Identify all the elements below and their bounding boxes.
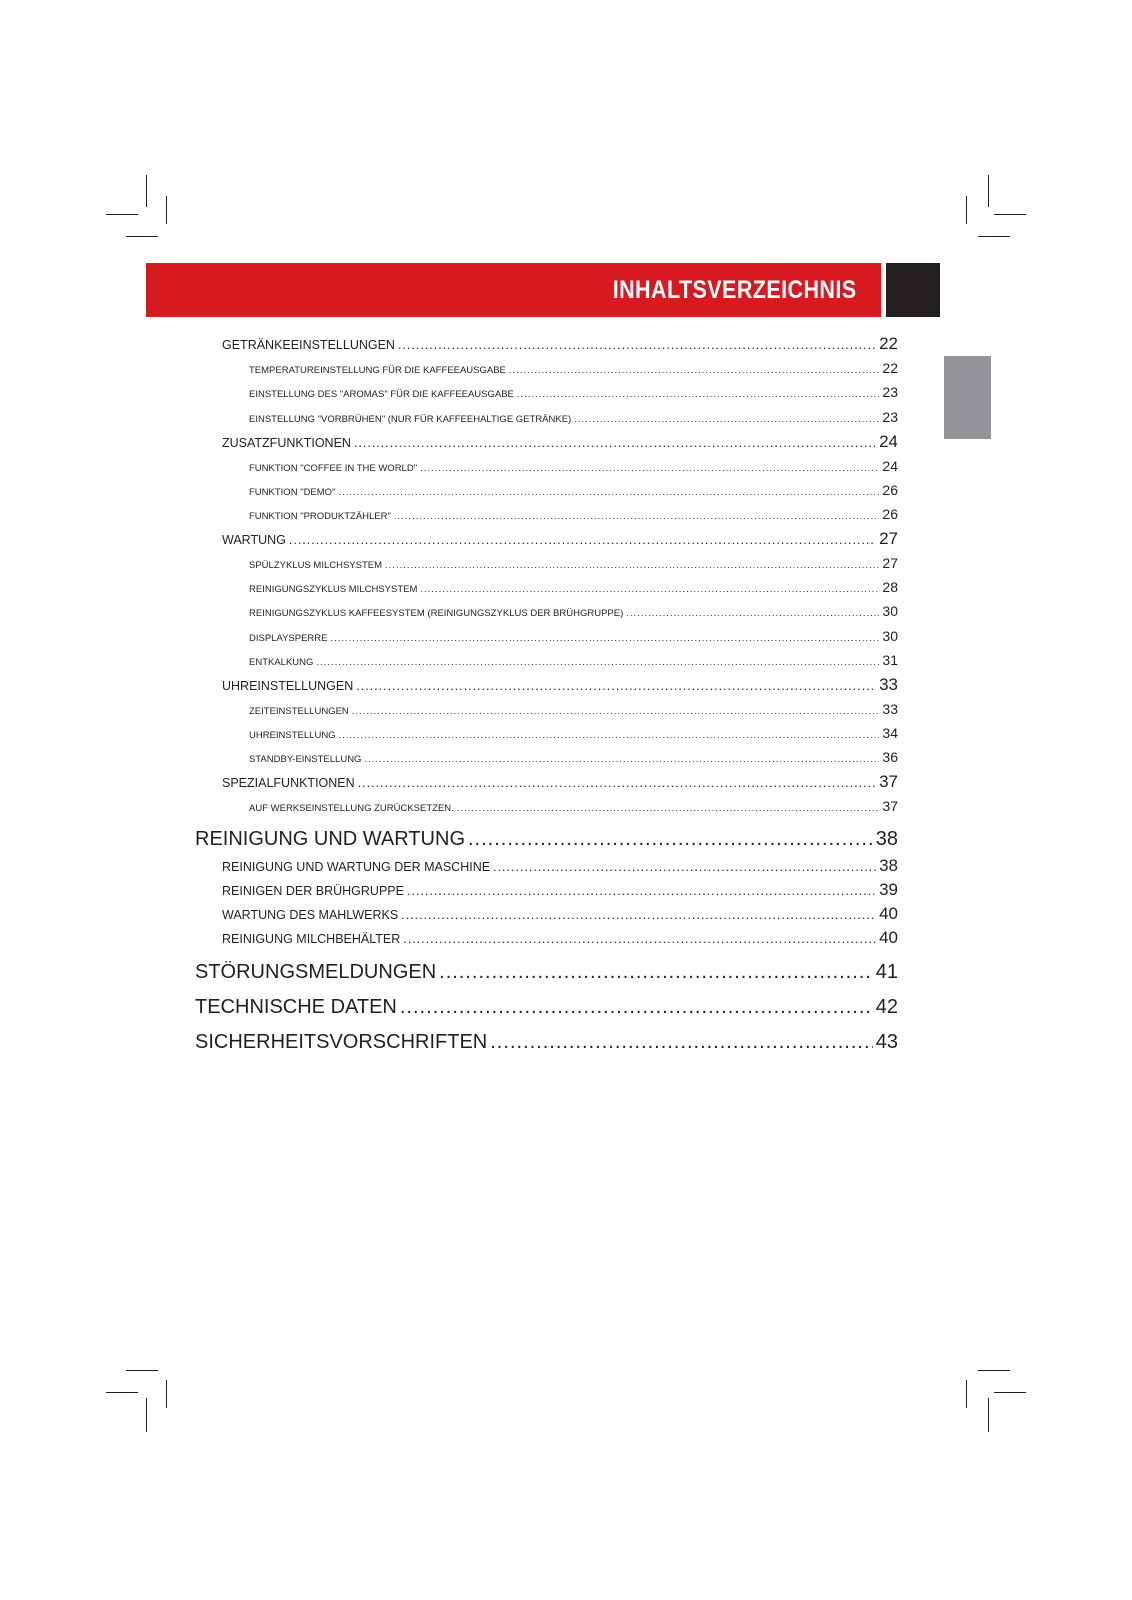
toc-entry[interactable] <box>249 603 898 619</box>
toc-entry-page: 41 <box>875 961 898 983</box>
toc-entry-page: 40 <box>879 928 898 947</box>
toc-entry-title: REINIGUNG MILCHBEHÄLTER <box>222 932 401 946</box>
toc-entry-title: UHREINSTELLUNGEN <box>222 679 354 693</box>
toc-leader-dots <box>400 996 873 1019</box>
toc-entry[interactable] <box>249 384 898 400</box>
toc-entry[interactable] <box>249 701 898 717</box>
toc-leader-dots <box>364 754 879 765</box>
toc-leader-dots <box>398 338 876 352</box>
toc-entry-page: 43 <box>875 1031 898 1053</box>
toc-entry-page: 27 <box>879 529 898 548</box>
toc-entry[interactable] <box>249 725 898 741</box>
toc-entry-page: 23 <box>882 384 898 400</box>
toc-leader-dots <box>331 633 880 644</box>
toc-leader-dots <box>385 560 879 571</box>
toc-leader-dots <box>626 608 879 619</box>
toc-entry-title: STANDBY-EINSTELLUNG <box>249 754 362 765</box>
toc-leader-dots <box>354 436 876 450</box>
toc-entry-page: 30 <box>882 603 898 619</box>
toc-entry-title: UHREINSTELLUNG <box>249 730 336 741</box>
toc-entry[interactable] <box>195 1031 898 1054</box>
toc-entry-page: 34 <box>882 725 898 741</box>
toc-leader-dots <box>356 679 876 693</box>
toc-entry-title: STÖRUNGSMELDUNGEN <box>195 961 437 983</box>
toc-entry-title: EINSTELLUNG DES "AROMAS" FÜR DIE KAFFEEAUSGABE <box>249 389 514 400</box>
toc-entry-title: TEMPERATUREINSTELLUNG FÜR DIE KAFFEEAUSGABE <box>249 365 506 376</box>
toc-entry-title: ENTKALKUNG <box>249 657 314 668</box>
toc-entry[interactable] <box>249 555 898 571</box>
toc-entry-title: WARTUNG <box>222 533 286 547</box>
toc-leader-dots <box>358 776 876 790</box>
toc-entry-page: 33 <box>879 675 898 694</box>
toc-entry[interactable] <box>222 856 898 876</box>
toc-entry-title: DISPLAYSPERRE <box>249 633 328 644</box>
toc-entry-page: 24 <box>879 432 898 451</box>
toc-entry-page: 42 <box>875 996 898 1018</box>
toc-entry[interactable] <box>222 334 898 354</box>
toc-entry-page: 40 <box>879 904 898 923</box>
toc-entry[interactable] <box>249 409 898 425</box>
toc-leader-dots <box>394 511 880 522</box>
toc-leader-dots <box>316 657 879 668</box>
toc-entry-title: TECHNISCHE DATEN <box>195 996 397 1018</box>
toc-entry-page: 24 <box>882 458 898 474</box>
toc-entry[interactable] <box>249 628 898 644</box>
toc-entry-page: 37 <box>882 798 898 814</box>
toc-entry-title: REINIGUNG UND WARTUNG DER MASCHINE <box>222 860 491 874</box>
toc-entry[interactable] <box>195 996 898 1019</box>
toc-entry-title: REINIGUNGSZYKLUS MILCHSYSTEM <box>249 584 418 595</box>
toc-entry[interactable] <box>249 458 898 474</box>
toc-entry-page: 36 <box>882 749 898 765</box>
toc-leader-dots <box>574 414 879 425</box>
toc-entry[interactable] <box>222 529 898 549</box>
toc-entry-title: EINSTELLUNG "VORBRÜHEN" (NUR FÜR KAFFEEHALTIGE GETRÄNKE) <box>249 414 572 425</box>
toc-leader-dots <box>339 730 880 741</box>
toc-entry-title: FUNKTION "PRODUKTZÄHLER" <box>249 511 391 522</box>
toc-leader-dots <box>352 706 880 717</box>
toc-entry[interactable] <box>249 506 898 522</box>
toc-leader-dots <box>439 961 873 984</box>
toc-leader-dots <box>338 487 879 498</box>
toc-entry[interactable] <box>222 880 898 900</box>
toc-entry-page: 37 <box>879 772 898 791</box>
toc-entry-title: FUNKTION "COFFEE IN THE WORLD" <box>249 463 418 474</box>
toc-entry[interactable] <box>249 360 898 376</box>
toc-entry-title: ZUSATZFUNKTIONEN <box>222 436 351 450</box>
toc-entry-title: GETRÄNKEEINSTELLUNGEN <box>222 338 395 352</box>
toc-entry-title: SPEZIALFUNKTIONEN <box>222 776 355 790</box>
toc-leader-dots <box>420 584 879 595</box>
toc-entry-page: 38 <box>875 828 898 850</box>
toc-entry[interactable] <box>249 652 898 668</box>
page-title: INHALTSVERZEICHNIS <box>613 276 857 304</box>
toc-leader-dots <box>509 365 880 376</box>
toc-entry[interactable] <box>249 482 898 498</box>
toc-entry-title: REINIGEN DER BRÜHGRUPPE <box>222 884 404 898</box>
toc-entry[interactable] <box>249 798 898 814</box>
toc-entry-title: FUNKTION "DEMO" <box>249 487 336 498</box>
toc-entry-title: AUF WERKSEINSTELLUNG ZURÜCKSETZEN. <box>249 803 454 814</box>
toc-entry-page: 30 <box>882 628 898 644</box>
toc-entry-title: REINIGUNGSZYKLUS KAFFEESYSTEM (REINIGUNGSZYKLUS DER BRÜHGRUPPE) <box>249 608 624 619</box>
toc-entry[interactable] <box>222 432 898 452</box>
toc-entry[interactable] <box>222 675 898 695</box>
toc-leader-dots <box>401 908 876 922</box>
toc-leader-dots <box>517 389 880 400</box>
toc-leader-dots <box>490 1031 873 1054</box>
toc-entry-page: 27 <box>882 555 898 571</box>
toc-entry[interactable] <box>222 928 898 948</box>
toc-entry-title: ZEITEINSTELLUNGEN <box>249 706 349 717</box>
toc-entry-page: 38 <box>879 856 898 875</box>
toc-leader-dots <box>407 884 876 898</box>
toc-leader-dots <box>289 533 876 547</box>
toc-entry[interactable] <box>249 749 898 765</box>
toc-entry[interactable] <box>195 828 898 851</box>
toc-entry-page: 26 <box>882 506 898 522</box>
toc-entry-page: 26 <box>882 482 898 498</box>
toc-entry-page: 33 <box>882 701 898 717</box>
toc-entry-page: 31 <box>882 652 898 668</box>
toc-leader-dots <box>493 860 876 874</box>
toc-entry-page: 22 <box>882 360 898 376</box>
toc-entry-title: WARTUNG DES MAHLWERKS <box>222 908 399 922</box>
toc-leader-dots <box>457 803 880 814</box>
toc-leader-dots <box>468 828 873 851</box>
toc-entry-title: REINIGUNG UND WARTUNG <box>195 828 465 850</box>
toc-leader-dots <box>403 932 876 946</box>
toc-entry-title: SICHERHEITSVORSCHRIFTEN <box>195 1031 488 1053</box>
toc-entry-page: 23 <box>882 409 898 425</box>
toc-entry-title: SPÜLZYKLUS MILCHSYSTEM <box>249 560 383 571</box>
toc-entry[interactable] <box>222 904 898 924</box>
toc-entry[interactable] <box>195 961 898 984</box>
toc-entry-page: 28 <box>882 579 898 595</box>
toc-entry[interactable] <box>249 579 898 595</box>
toc-entry-page: 39 <box>879 880 898 899</box>
toc-entry[interactable] <box>222 772 898 792</box>
toc-entry-page: 22 <box>879 334 898 353</box>
toc-leader-dots <box>420 463 879 474</box>
